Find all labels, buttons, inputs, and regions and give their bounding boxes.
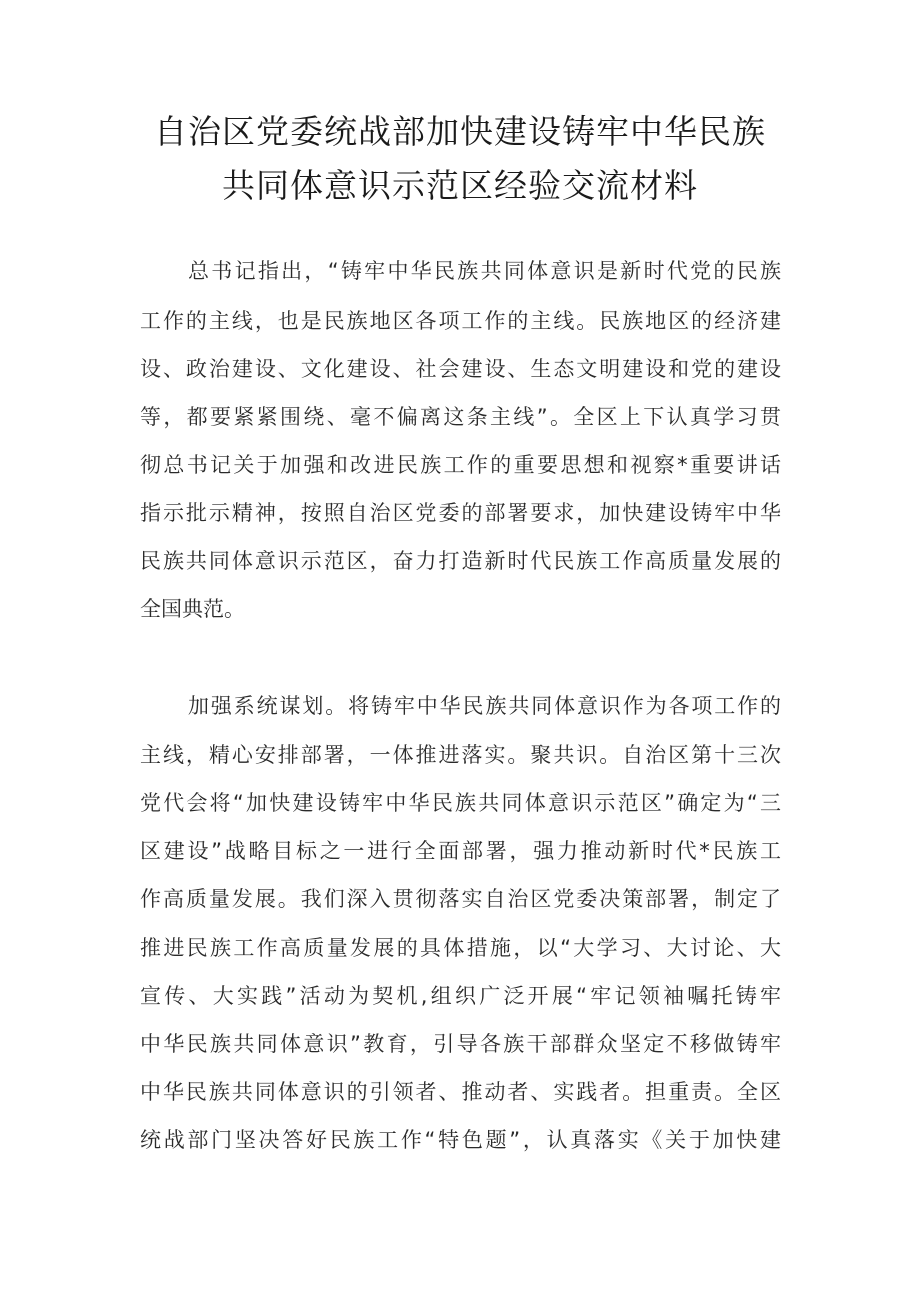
paragraph-1-line: 等，都要紧紧围绕、毫不偏离这条主线”。全区上下认真学习贯 xyxy=(140,405,781,429)
paragraph-2-line: 推进民族工作高质量发展的具体措施，以“大学习、大讨论、大 xyxy=(140,936,781,960)
paragraph-1-line: 民族共同体意识示范区，奋力打造新时代民族工作高质量发展的 xyxy=(140,549,781,573)
paragraph-1-line: 全国典范。 xyxy=(140,597,245,621)
paragraph-1-line: 彻总书记关于加强和改进民族工作的重要思想和视察*重要讲话 xyxy=(140,453,781,477)
paragraph-2-line: 党代会将“加快建设铸牢中华民族共同体意识示范区”确定为“三 xyxy=(140,791,781,815)
paragraph-1-line: 总书记指出，“铸牢中华民族共同体意识是新时代党的民族 xyxy=(188,259,781,283)
paragraph-2-line: 宣传、大实践”活动为契机,组织广泛开展“牢记领袖嘱托铸牢 xyxy=(140,984,781,1008)
paragraph-2-line: 作高质量发展。我们深入贯彻落实自治区党委决策部署，制定了 xyxy=(140,887,781,911)
paragraph-2-line: 中华民族共同体意识”教育，引导各族干部群众坚定不移做铸牢 xyxy=(140,1032,781,1056)
paragraph-2-line: 主线，精心安排部署，一体推进落实。聚共识。自治区第十三次 xyxy=(140,743,781,767)
document-title-line-1: 自治区党委统战部加快建设铸牢中华民族 xyxy=(154,112,766,151)
paragraph-1-line: 工作的主线，也是民族地区各项工作的主线。民族地区的经济建 xyxy=(140,309,781,333)
paragraph-2-line: 统战部门坚决答好民族工作“特色题”，认真落实《关于加快建 xyxy=(140,1128,781,1152)
paragraph-2-line: 加强系统谋划。将铸牢中华民族共同体意识作为各项工作的 xyxy=(188,694,781,718)
paragraph-1-line: 指示批示精神，按照自治区党委的部署要求，加快建设铸牢中华 xyxy=(140,501,781,525)
paragraph-1-line: 设、政治建设、文化建设、社会建设、生态文明建设和党的建设 xyxy=(140,357,781,381)
paragraph-2-line: 区建设”战略目标之一进行全面部署，强力推动新时代*民族工 xyxy=(140,839,781,863)
paragraph-2-line: 中华民族共同体意识的引领者、推动者、实践者。担重责。全区 xyxy=(140,1080,781,1104)
document-title-line-2: 共同体意识示范区经验交流材料 xyxy=(222,166,698,205)
